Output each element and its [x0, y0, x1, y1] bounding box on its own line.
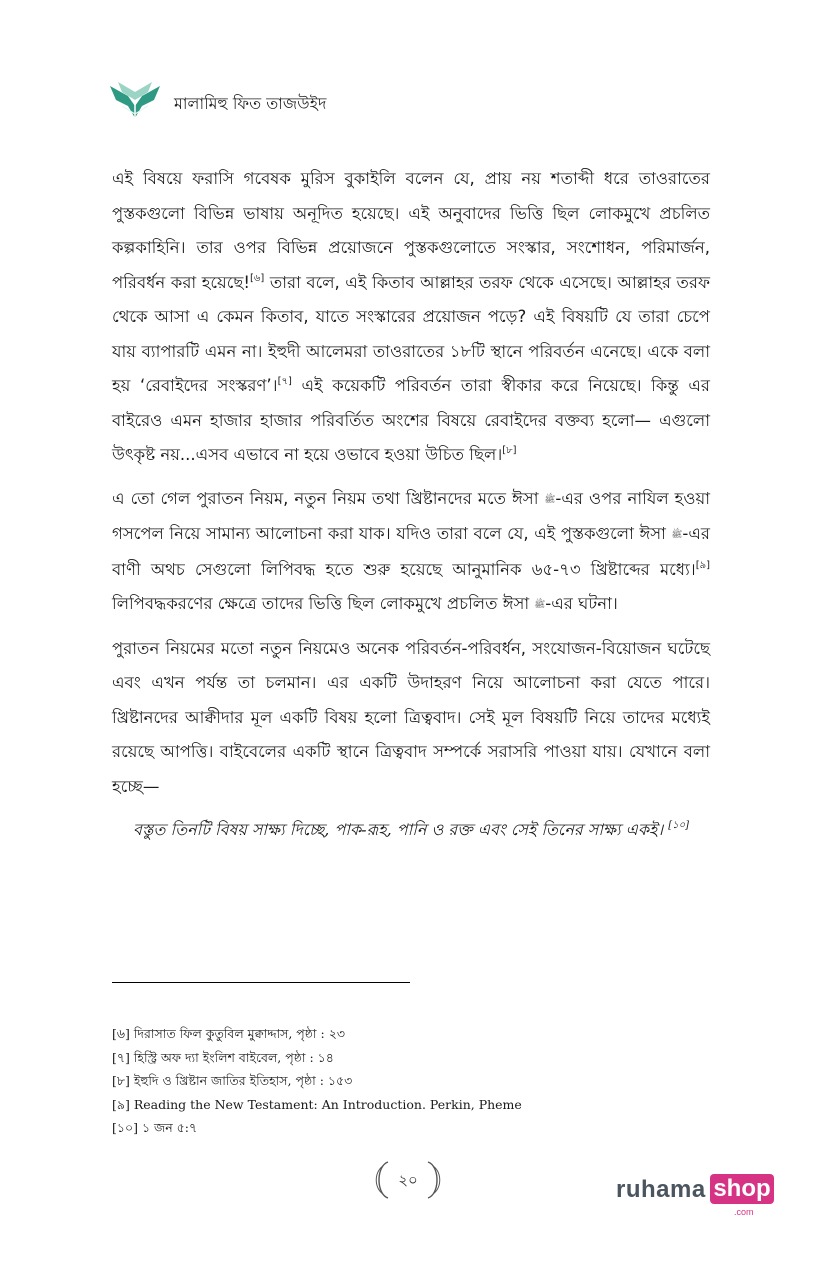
- paragraph-1-part-b: তারা বলে, এই কিতাব আল্লাহর তরফ থেকে এসেছে। আল্লাহর তরফ থেকে আসা এ কেমন কিতাব, যাতে সংস্কারের প্রয়োজন পড়ে? এই বিষয়টি যে তারা চেপে যায় ব্যাপারটি এমন না। ইহুদী আলেমরা তাওরাতের ১৮টি স্থানে পরিবর্তন এনেছে। একে বলা হয় ‘রেবাইদের সংস্করণ’।: [112, 272, 711, 395]
- footnote-ref-6[interactable]: [৬]: [250, 272, 265, 284]
- paragraph-2-part-c: -এর বাণী অথচ সেগুলো লিপিবদ্ধ হতে শুরু হয়েছে আনুমানিক ৬৫-৭৩ খ্রিষ্টাব্দের মধ্যে।: [112, 524, 710, 579]
- paragraph-2-part-e: -এর ঘটনা।: [545, 594, 618, 613]
- ruhamashop-logo: [616, 1176, 786, 1216]
- footnote-ref-7[interactable]: [৭]: [277, 376, 292, 387]
- honorific-icon: ﷺ: [534, 600, 546, 610]
- paragraph-2-part-d: লিপিবদ্ধকরণের ক্ষেত্রে তাদের ভিত্তি ছিল লোকমুখে প্রচলিত ঈসা: [112, 594, 535, 613]
- book-logo-icon: [108, 76, 162, 122]
- brand-com: .com: [734, 1207, 754, 1217]
- paragraph-3: পুরাতন নিয়মের মতো নতুন নিয়মেও অনেক পরিবর্তন-পরিবর্ধন, সংযোজন-বিয়োজন ঘটেছে এবং এখন পর্যন্ত তা চলমান। এর একটি উদাহরণ নিয়ে আলোচনা করা যেতে পারে। খ্রিষ্টানদের আক্বীদার মূল একটি বিষয় হলো ত্রিত্ববাদ। সেই মূল বিষয়টি নিয়ে তাদের মধ্যেই রয়েছে আপত্তি। বাইবেলের একটি স্থানে ত্রিত্ববাদ সম্পর্কে সরাসরি পাওয়া যায়। যেখানে বলা হচ্ছে—: [112, 638, 710, 796]
- running-header: [108, 76, 708, 126]
- brand-ruhama: ruhama: [616, 1176, 706, 1203]
- honorific-icon: ﷺ: [544, 494, 556, 505]
- footnote-7: [৭] হিস্ট্রি অফ দ্যা ইংলিশ বাইবেল, পৃষ্ঠা : ১৪: [112, 1049, 334, 1065]
- paragraph-1: [112, 162, 710, 473]
- page-number: [370, 1158, 446, 1202]
- honorific-icon: ﷺ: [671, 530, 683, 540]
- footnote-6: [৬] দিরাসাত ফিল কুতুবিল মুক্বাদ্দাস, পৃষ্ঠা : ২৩: [112, 1026, 345, 1041]
- footnote-ref-8[interactable]: [৮]: [502, 445, 517, 456]
- footnote-10: [১০] ১ জন ৫:৭: [112, 1120, 198, 1135]
- footnotes: [112, 1022, 712, 1140]
- footnote-ref-9[interactable]: [৯]: [695, 559, 710, 571]
- book-title: মালামিহু ফিত তাজউইদ: [174, 94, 327, 113]
- footnote-ref-10[interactable]: [১০]: [668, 820, 689, 831]
- paragraph-2-part-b: -এর ওপর নাযিল হওয়া গসপেল নিয়ে সামান্য আলোচনা করা যাক। যদিও তারা বলে যে, এই পুস্তকগুলো ঈসা: [112, 488, 710, 543]
- quote-text: বস্তুত তিনটি বিষয় সাক্ষ্য দিচ্ছে, পাক-রূহ, পানি ও রক্ত এবং সেই তিনের সাক্ষ্য একই।: [133, 820, 664, 839]
- bible-quote: [112, 813, 710, 846]
- paragraph-1-part-c: এই কয়েকটি পরিবর্তন তারা স্বীকার করে নিয়েছে। কিন্তু এর বাইরেও এমন হাজার হাজার পরিবর্তিত অংশের বিষয়ে রেবাইদের বক্তব্য হলো— এগুলো উৎকৃষ্ট নয়...এসব এভাবে না হয়ে ওভাবে হওয়া উচিত ছিল।: [112, 376, 710, 464]
- paragraph-1-part-a: এই বিষয়ে ফরাসি গবেষক মুরিস বুকাইলি বলেন যে, প্রায় নয় শতাব্দী ধরে তাওরাতের পুস্তকগুলো বিভিন্ন ভাষায় অনূদিত হয়েছে। এই অনুবাদের ভিত্তি ছিল লোকমুখে প্রচলিত কল্পকাহিনি। তার ওপর বিভিন্ন প্রয়োজনে পুস্তকগুলোতে সংস্কার, সংশোধন, পরিমার্জন, পরিবর্ধন করা হয়েছে!: [112, 169, 710, 292]
- body-text: [112, 162, 710, 855]
- paragraph-2: [112, 482, 710, 623]
- footnote-divider: [112, 982, 410, 983]
- footnote-8: [৮] ইহুদি ও খ্রিষ্টান জাতির ইতিহাস, পৃষ্ঠা : ১৫৩: [112, 1073, 353, 1088]
- brand-shop: shop: [710, 1174, 774, 1204]
- paragraph-2-part-a: এ তো গেল পুরাতন নিয়ম, নতুন নিয়ম তথা খ্রিষ্টানদের মতে ঈসা: [112, 488, 545, 508]
- page-number-text: ২০: [398, 1171, 418, 1189]
- footnote-9: [৯] Reading the New Testament: An Introduction. Perkin, Pheme: [112, 1096, 522, 1112]
